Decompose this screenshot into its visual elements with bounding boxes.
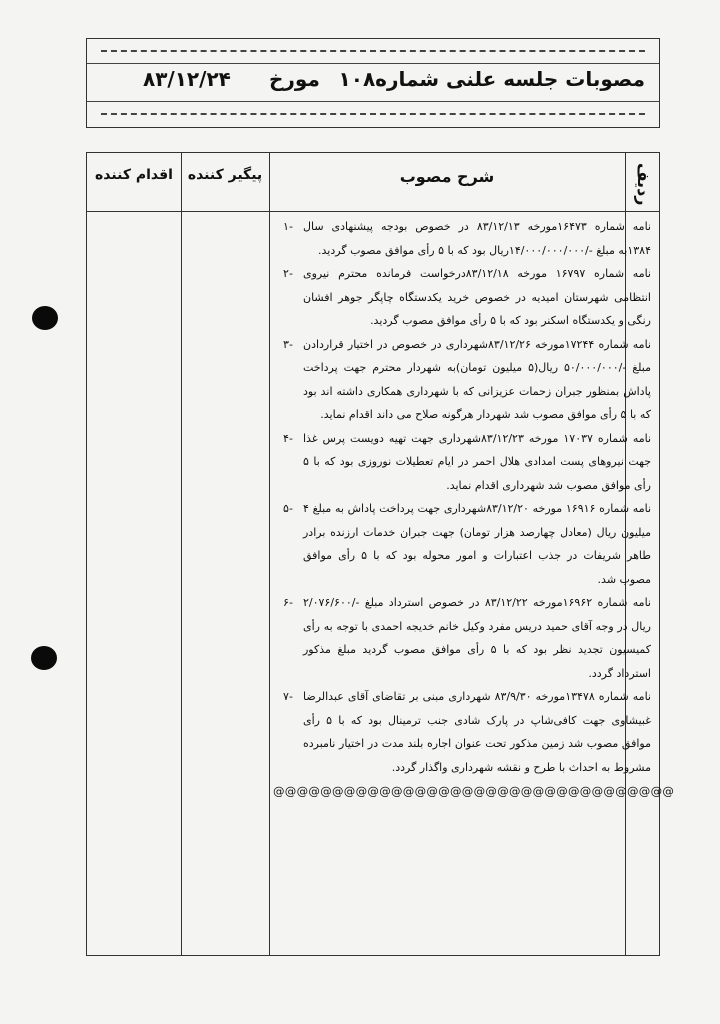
punch-hole-bottom	[31, 646, 57, 670]
resolution-item	[273, 591, 657, 685]
resolution-text: نامه شماره ۱۷۲۴۴مورخه ۸۳/۱۲/۲۶شهرداری در خصوص در اختیار قراردادن مبلغ -/۵۰/۰۰۰/۰۰۰ ریال(۵ میلیون تومان)به شهردار محترم جهت پرداخت پاداش بمنظور جبران زحمات عزیزانی که با شهرداری همکاری داشته اند بود که با ۵ رأی موافق مصوب شد شهردار هرگونه صلاح می داند اقدام نماید.	[303, 337, 651, 421]
header-dashed-rule-bottom	[101, 113, 645, 115]
header-row-divider	[87, 211, 659, 212]
header-dashed-rule-top	[101, 50, 645, 52]
resolution-number: -۴	[283, 431, 293, 445]
resolution-text: نامه شماره ۱۶۹۶۲مورخه ۸۳/۱۲/۲۲ در خصوص استرداد مبلغ -/۲/۰۷۶/۶۰۰ ریال در وجه آقای حمید دریس مفرد وکیل خانم خدیجه احمدی با توجه به رأی کمیسیون تجدید نظر بود که با ۵ رأی موافق مصوب گردید مبلغ مذکور استرداد گردد.	[303, 596, 651, 680]
resolution-item	[273, 262, 657, 333]
resolution-text: نامه شماره ۱۷۰۳۷ مورخه ۸۳/۱۲/۲۳شهرداری جهت تهیه دویست پرس غذا جهت نیروهای پست امدادی هلال احمر در ایام تعطیلات نوروزی بود که با ۵ رأی موافق مصوب شد شهرداری اقدام نماید.	[303, 431, 652, 492]
column-divider	[269, 153, 270, 955]
closing-mark: @@@@@@@@@@@@@@@@@@@@@@@@@@@@@@@@@@	[273, 784, 675, 798]
resolution-text: نامه شماره ۱۶۹۱۶ مورخه ۸۳/۱۲/۲۰شهرداری جهت پرداخت پاداش به مبلغ ۴ میلیون ریال (معادل چهارصد هزار تومان) جهت جبران خدمات ارزنده برادر طاهر شریفات در جذب اعتبارات و امور محوله بود که با ۵ رأی موافق مصوب شد.	[303, 502, 652, 586]
header-rule-bottom	[87, 101, 659, 102]
resolution-item	[273, 685, 657, 779]
resolution-item	[273, 333, 657, 427]
resolution-item	[273, 497, 657, 591]
punch-hole-top	[32, 306, 58, 330]
resolution-item	[273, 427, 657, 498]
resolution-number: -۲	[283, 267, 293, 280]
resolution-text: نامه شماره ۱۶۷۹۷ مورخه ۸۳/۱۲/۱۸درخواست فرمانده محترم نیروی انتظامی شهرستان امیدیه در خصوص خرید یکدستگاه چاپگر جوهر افشان رنگی و یکدستگاه اسکنر بود که با ۵ رأی موافق مصوب گردید.	[303, 267, 651, 327]
resolution-number: -۶	[283, 596, 293, 609]
resolutions-table	[86, 152, 675, 956]
resolution-list	[273, 215, 675, 801]
column-divider	[181, 153, 182, 955]
session-title: مصوبات جلسه علنی شماره۱۰۸	[338, 67, 645, 91]
column-header-follower: پیگیر کننده	[187, 167, 263, 183]
column-header-description: شرح مصوب	[399, 167, 495, 186]
resolution-text: نامه شماره ۱۳۴۷۸مورخه ۸۳/۹/۳۰ شهرداری مبنی بر تقاضای آقای عبدالرضا غبیشاوی جهت کافی‌شاپ در پارک شادی جنب ترمینال بود که با ۵ رأی موافق مصوب شد زمین مذکور تحت عنوان اجاره بلند مدت در اختیار نامبرده مشروط به احداث با طرح و نقشه شهرداری واگذار گردد.	[303, 690, 651, 774]
resolution-number: -۵	[283, 502, 293, 515]
header-rule-top	[87, 63, 659, 64]
resolution-item	[273, 215, 657, 262]
resolution-number: -۷	[283, 690, 293, 703]
resolution-number: -۱	[283, 220, 293, 233]
document-header	[86, 38, 660, 128]
column-header-row: ردیف	[634, 162, 653, 206]
resolution-text: نامه شماره ۱۶۴۷۳مورخه ۸۳/۱۲/۱۳ در خصوص بودجه پیشنهادی سال ۱۳۸۴به مبلغ -/۱۴/۰۰۰/۰۰۰/۰۰۰ریال بود که با ۵ رأی موافق مصوب گردید.	[303, 220, 651, 257]
date-label: مورخ	[269, 67, 320, 91]
column-header-action: اقدام کننده	[95, 167, 173, 183]
session-date: ۸۳/۱۲/۲۴	[143, 67, 231, 91]
resolution-number: -۳	[283, 337, 293, 351]
